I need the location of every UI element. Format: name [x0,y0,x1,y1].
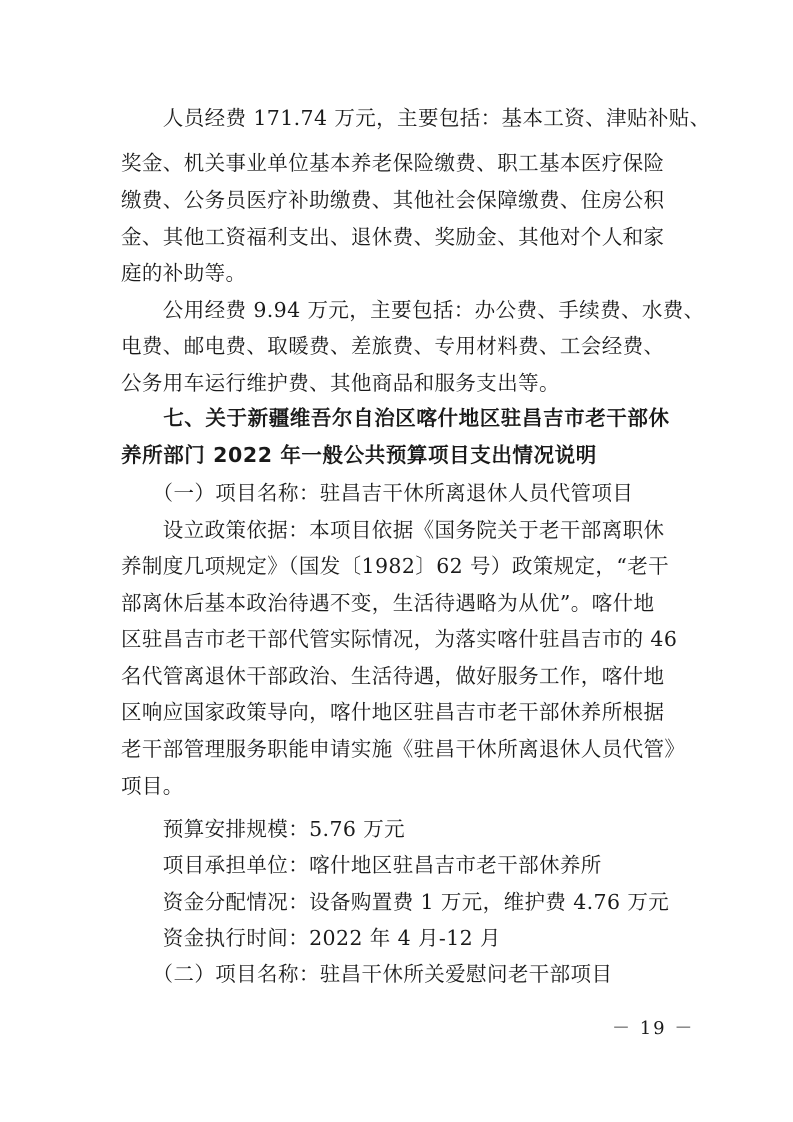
body-text-line: 电费、邮电费、取暖费、差旅费、专用材料费、工会经费、 [121,334,665,358]
body-text-line: 资金分配情况：设备购置费 1 万元，维护费 4.76 万元 [121,890,670,914]
body-text-line: 缴费、公务员医疗补助缴费、其他社会保障缴费、住房公积 [121,188,665,212]
page-number: － 19 － [612,1018,695,1039]
section-heading-line: 七、关于新疆维吾尔自治区喀什地区驻昌吉市老干部休 [121,406,670,430]
body-text-line: 区驻昌吉市老干部代管实际情况，为落实喀什驻昌吉市的 46 [121,627,678,651]
body-text-line: 养制度几项规定》（国发〔1982〕62 号）政策规定，“老干 [121,554,670,578]
body-text-line: 预算安排规模：5.76 万元 [121,817,406,841]
subsection-title: （一）项目名称：驻昌吉干休所离退休人员代管项目 [121,481,634,505]
subsection-title: （二）项目名称：驻昌干休所关爱慰问老干部项目 [121,962,613,986]
body-text-line: 金、其他工资福利支出、退休费、奖励金、其他对个人和家 [121,225,665,249]
body-text-line: 项目承担单位：喀什地区驻昌吉市老干部休养所 [121,853,602,877]
body-text-line: 名代管离退休干部政治、生活待遇，做好服务工作，喀什地 [121,664,665,688]
body-text-line: 庭的补助等。 [121,261,247,285]
body-text-line: 部离休后基本政治待遇不变，生活待遇略为从优”。喀什地 [121,591,655,615]
body-text-line: 项目。 [121,774,184,798]
body-text-line: 区响应国家政策导向，喀什地区驻昌吉市老干部休养所根据 [121,700,665,724]
body-text-line: 人员经费 171.74 万元，主要包括：基本工资、津贴补贴、 [121,106,711,130]
section-heading-line: 养所部门 2022 年一般公共预算项目支出情况说明 [121,443,597,467]
body-text-line: 公用经费 9.94 万元，主要包括：办公费、手续费、水费、 [121,298,705,322]
body-text-line: 奖金、机关事业单位基本养老保险缴费、职工基本医疗保险 [121,151,665,175]
body-text-line: 老干部管理服务职能申请实施《驻昌干休所离退休人员代管》 [121,737,686,761]
body-text-line: 公务用车运行维护费、其他商品和服务支出等。 [121,371,560,395]
body-text-line: 资金执行时间：2022 年 4 月-12 月 [121,926,501,950]
body-text-line: 设立政策依据：本项目依据《国务院关于老干部离职休 [121,518,665,542]
